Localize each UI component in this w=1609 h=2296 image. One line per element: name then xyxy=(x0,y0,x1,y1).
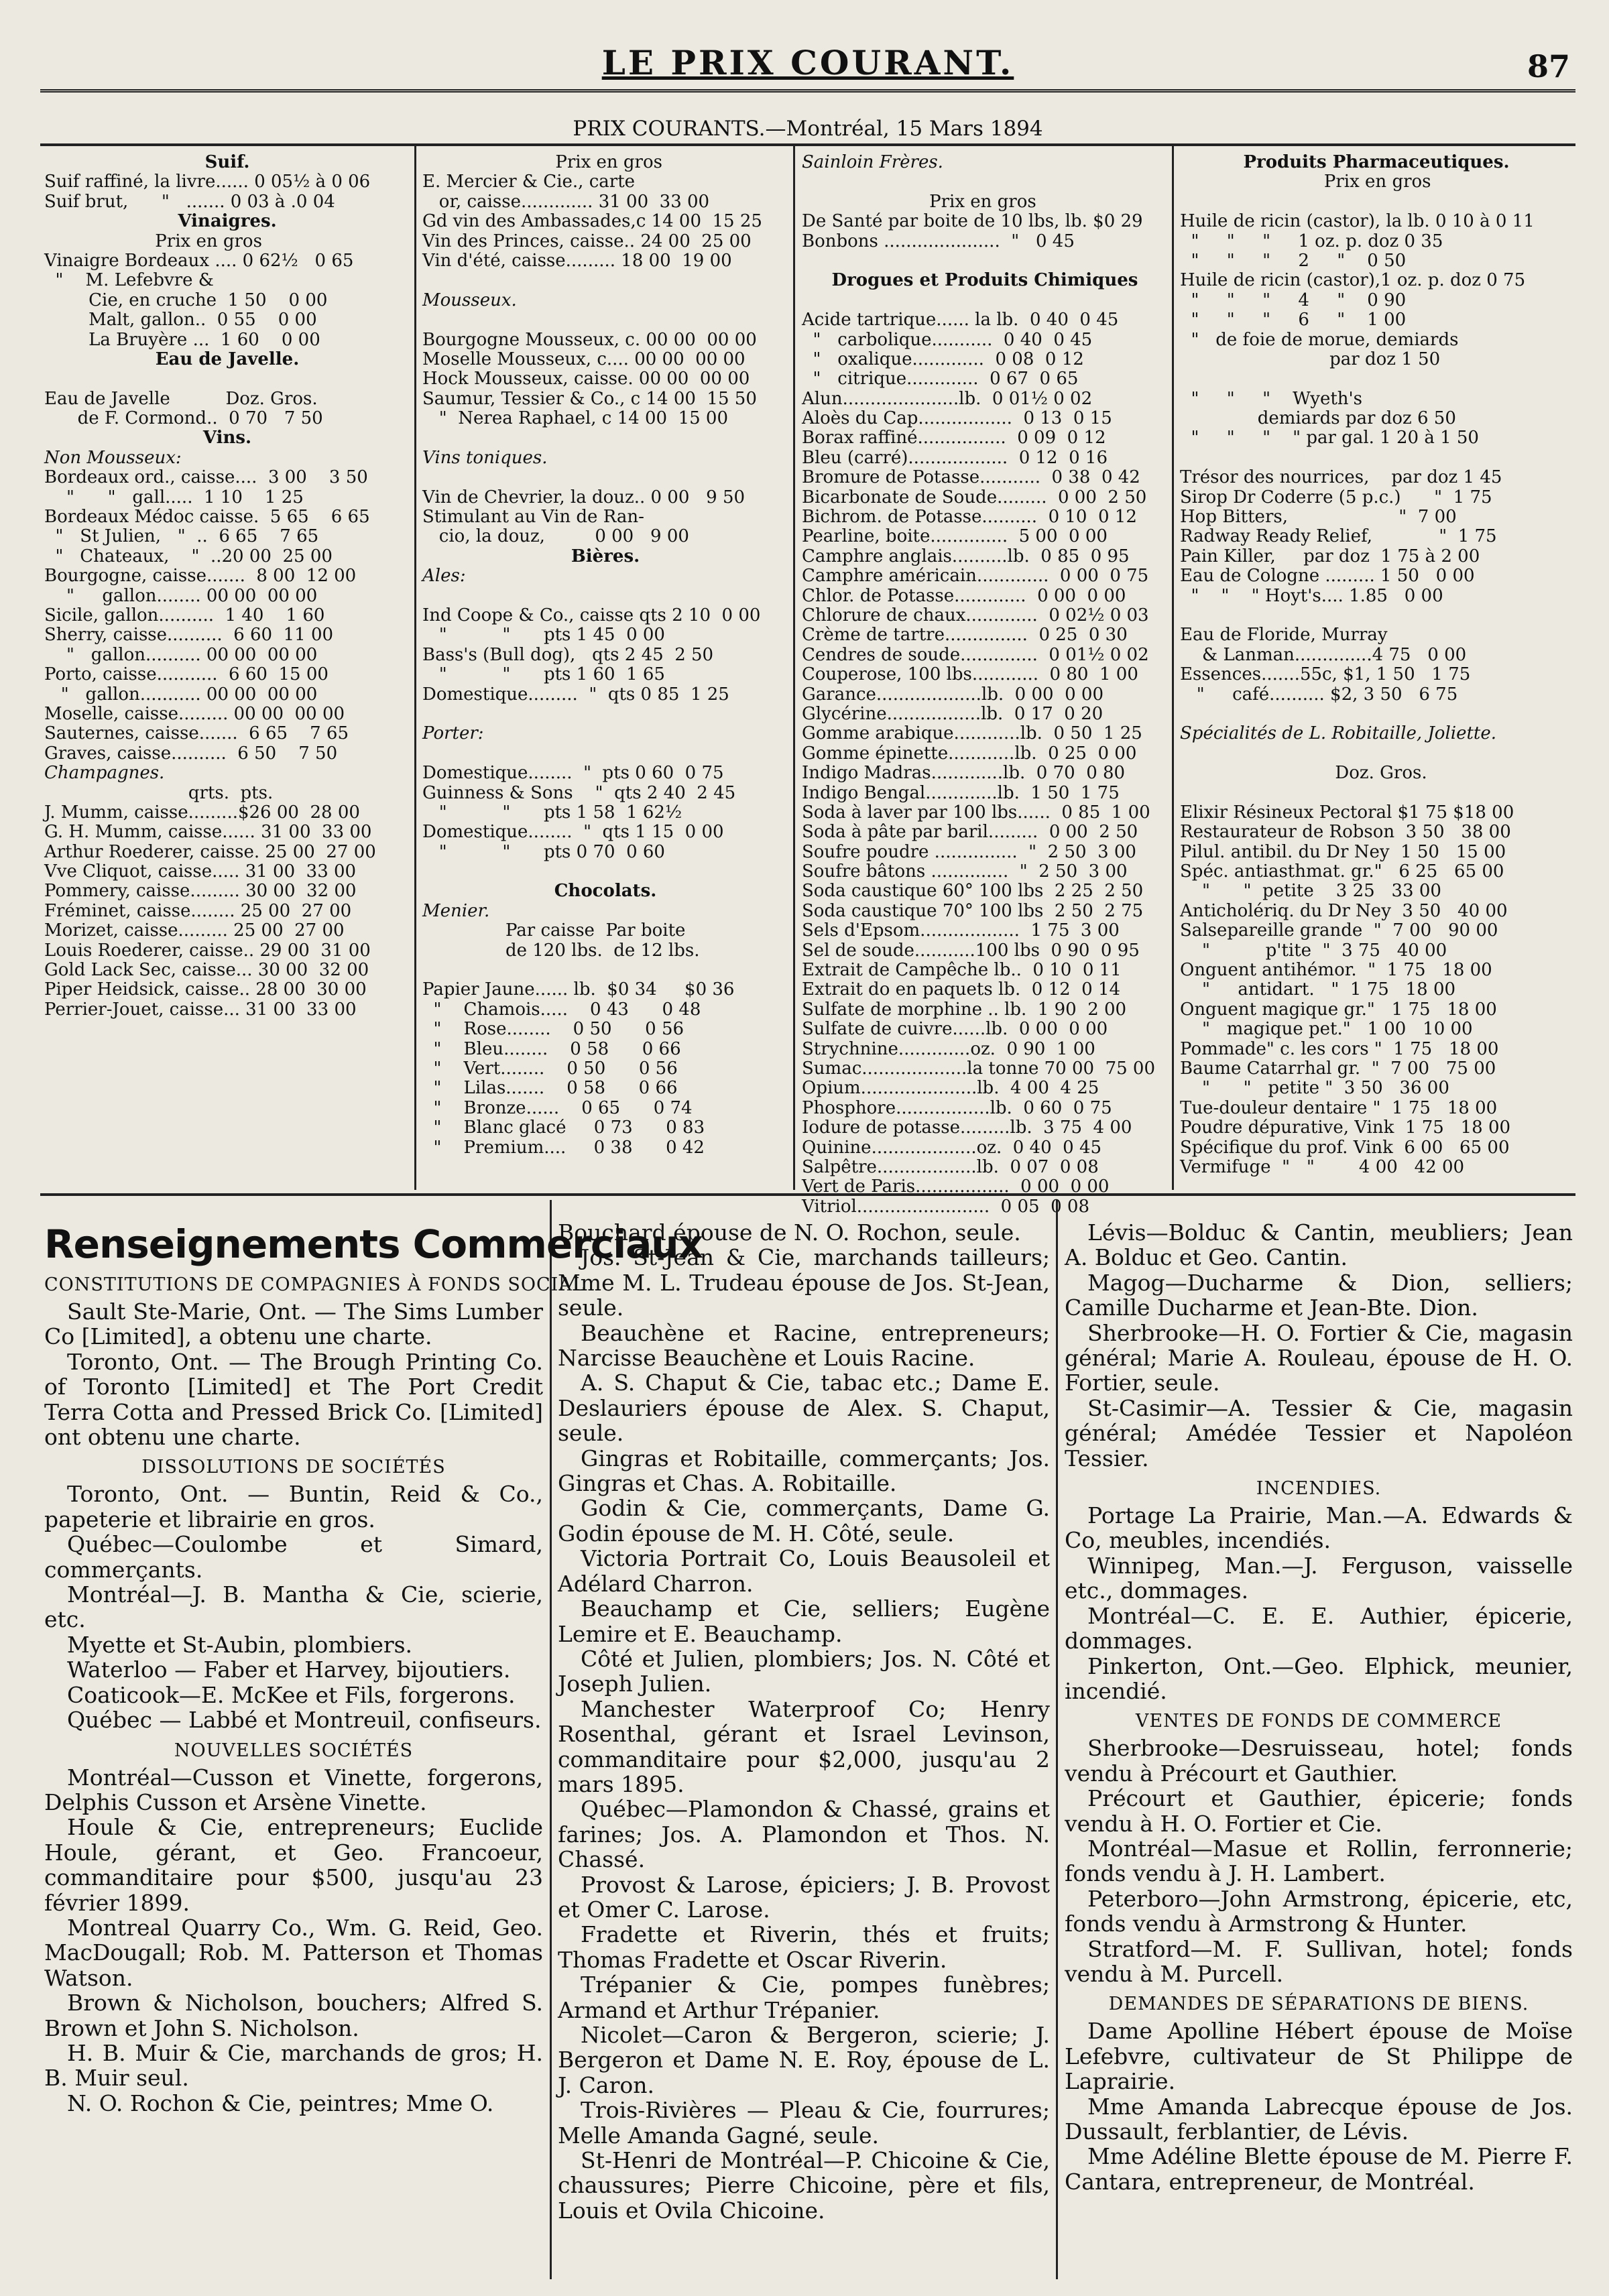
price-line: Gomme arabique............lb. 0 50 1 25 xyxy=(802,723,1142,744)
spacer xyxy=(1180,784,1573,803)
spacer xyxy=(802,172,1168,192)
spacer xyxy=(422,310,788,330)
price-line: Graves, caisse.......... 6 50 7 50 xyxy=(44,743,338,764)
price-line: " " " Wyeth's xyxy=(1180,388,1363,409)
notice-paragraph: H. B. Muir & Cie, marchands de gros; H. B. Muir seul. xyxy=(44,2039,543,2092)
price-line: Perrier-Jouet, caisse... 31 00 33 00 xyxy=(44,999,357,1020)
price-line: " " petite 3 25 33 00 xyxy=(1180,881,1441,902)
price-line: Iodure de potasse.........lb. 3 75 4 00 xyxy=(802,1117,1132,1138)
price-line: " Nerea Raphael, c 14 00 15 00 xyxy=(422,408,729,429)
price-line: Prix en gros xyxy=(1180,172,1431,192)
price-line: " Premium.... 0 38 0 42 xyxy=(422,1137,705,1158)
subcategory-heading: Champagnes. xyxy=(44,763,165,784)
price-line: Crème de tartre............... 0 25 0 30 xyxy=(802,625,1128,646)
price-line: Suif raffiné, la livre...... 0 05½ à 0 06 xyxy=(44,172,371,192)
subsection-heading: DEMANDES DE SÉPARATIONS DE BIENS. xyxy=(1108,1994,1529,2015)
category-heading: Drogues et Produits Chimiques xyxy=(831,270,1138,291)
spacer xyxy=(422,271,788,290)
subcategory-heading: Mousseux. xyxy=(422,290,517,310)
notice-paragraph: Coaticook—E. McKee et Fils, forgerons. xyxy=(67,1681,516,1708)
category-heading: Suif. xyxy=(204,152,250,172)
price-line: Sauternes, caisse....... 6 65 7 65 xyxy=(44,723,349,744)
price-column-3 xyxy=(802,152,1168,1217)
price-line: " " " 2 " 0 50 xyxy=(1180,250,1407,271)
price-line: Aloès du Cap................. 0 13 0 15 xyxy=(802,408,1112,429)
subsection-heading: CONSTITUTIONS DE COMPAGNIES À FONDS SOCIAL xyxy=(44,1274,585,1295)
price-line: qrts. pts. xyxy=(44,782,274,803)
notice-paragraph: Provost & Larose, épiciers; J. B. Provost et Omer C. Larose. xyxy=(558,1871,1050,1923)
price-line: Soda à pâte par baril......... 0 00 2 50 xyxy=(802,822,1138,843)
price-line: Vin des Princes, caisse.. 24 00 25 00 xyxy=(422,231,752,251)
price-line: " carbolique........... 0 40 0 45 xyxy=(802,329,1093,350)
price-line: Spécifique du prof. Vink 6 00 65 00 xyxy=(1180,1137,1510,1158)
page-header xyxy=(40,39,1575,93)
price-line: Louis Roederer, caisse.. 29 00 31 00 xyxy=(44,940,371,961)
subcategory-heading: Porter: xyxy=(422,723,484,744)
notice-paragraph: Stratford—M. F. Sullivan, hotel; fonds vendu à M. Purcell. xyxy=(1065,1935,1573,1987)
notice-paragraph: Pinkerton, Ont.—Geo. Elphick, meunier, incendié. xyxy=(1065,1652,1573,1704)
price-line: Extrait do en paquets lb. 0 12 0 14 xyxy=(802,979,1121,1000)
subsection-heading: NOUVELLES SOCIÉTÉS xyxy=(174,1740,414,1761)
notice-paragraph: N. O. Rochon & Cie, peintres; Mme O. xyxy=(67,2090,494,2116)
price-line: Couperose, 100 lbs............ 0 80 1 00 xyxy=(802,664,1138,685)
price-line: " gallon.......... 00 00 00 00 xyxy=(44,644,318,665)
price-line: Prix en gros xyxy=(802,191,1036,212)
price-line: Sumac...................la tonne 70 00 75 00 xyxy=(802,1058,1156,1079)
price-line: " Bronze...... 0 65 0 74 xyxy=(422,1097,693,1118)
price-line: " Blanc glacé 0 73 0 83 xyxy=(422,1117,705,1138)
notice-paragraph: Montréal—C. E. E. Authier, épicerie, dommages. xyxy=(1065,1602,1573,1654)
category-heading: Vinaigres. xyxy=(178,211,277,232)
price-line: Malt, gallon.. 0 55 0 00 xyxy=(44,310,317,330)
price-line: Huile de ricin (castor),1 oz. p. doz 0 75 xyxy=(1180,270,1526,291)
price-line: " café.......... $2, 3 50 6 75 xyxy=(1180,684,1458,705)
notice-paragraph: Sherbrooke—Desruisseau, hotel; fonds vendu à Précourt et Gauthier. xyxy=(1065,1735,1573,1787)
price-line: Pilul. antibil. du Dr Ney 1 50 15 00 xyxy=(1180,841,1506,862)
price-line: Sirop Dr Coderre (5 p.c.) " 1 75 xyxy=(1180,487,1492,507)
price-line: Soufre bâtons .............. " 2 50 3 00 xyxy=(802,861,1128,882)
notice-paragraph: Fradette et Riverin, thés et fruits; Thomas Fradette et Oscar Riverin. xyxy=(558,1921,1050,1973)
notice-paragraph: St-Henri de Montréal—P. Chicoine & Cie, chaussures; Pierre Chicoine, père et fils, Louis et Ovila Chicoine. xyxy=(558,2147,1050,2224)
notice-paragraph: Toronto, Ont. — The Brough Printing Co. of Toronto [Limited] et The Port Credit Terra Cotta and Pressed Brick Co. [Limited] ont obtenu une charte. xyxy=(44,1348,543,1451)
price-line: cio, la douz, 0 00 9 00 xyxy=(422,526,689,547)
price-line: Pain Killer, par doz 1 75 à 2 00 xyxy=(1180,546,1480,566)
price-line: " " pts 1 58 1 62½ xyxy=(422,802,682,823)
price-line: Phosphore.................lb. 0 60 0 75 xyxy=(802,1097,1112,1118)
notice-paragraph: St-Casimir—A. Tessier & Cie, magasin général; Amédée Tessier et Napoléon Tessier. xyxy=(1065,1394,1573,1471)
price-line: G. H. Mumm, caisse...... 31 00 33 00 xyxy=(44,822,372,843)
price-line: E. Mercier & Cie., carte xyxy=(422,172,636,192)
spacer xyxy=(44,369,410,389)
price-line: " oxalique............. 0 08 0 12 xyxy=(802,349,1084,369)
price-line: " " " " par gal. 1 20 à 1 50 xyxy=(1180,428,1479,448)
price-line: Morizet, caisse......... 25 00 27 00 xyxy=(44,920,345,941)
subcategory-heading: Sainloin Frères. xyxy=(802,152,943,172)
price-line: Bass's (Bull dog), qts 2 45 2 50 xyxy=(422,644,714,665)
section-title: Renseignements Commerciaux xyxy=(44,1221,703,1267)
price-line: " gallon........... 00 00 00 00 xyxy=(44,684,318,705)
price-line: Stimulant au Vin de Ran- xyxy=(422,507,644,528)
spacer xyxy=(422,705,788,724)
notice-paragraph: Trois-Rivières — Pleau & Cie, fourrures; Melle Amanda Gagné, seule. xyxy=(558,2097,1050,2149)
price-line: Essences.......55c, $1, 1 50 1 75 xyxy=(1180,664,1471,685)
price-line: Chlorure de chaux............. 0 02½ 0 03 xyxy=(802,605,1149,625)
price-line: Salpêtre..................lb. 0 07 0 08 xyxy=(802,1156,1099,1177)
price-line: Gd vin des Ambassades,c 14 00 15 25 xyxy=(422,211,762,232)
price-line: Camphre anglais..........lb. 0 85 0 95 xyxy=(802,546,1130,566)
price-line: Bonbons ..................... " 0 45 xyxy=(802,231,1075,251)
price-line: Porto, caisse........... 6 60 15 00 xyxy=(44,664,329,685)
price-line: Sel de soude...........100 lbs 0 90 0 95 xyxy=(802,940,1140,961)
price-line: or, caisse............. 31 00 33 00 xyxy=(422,191,710,212)
price-line: Glycérine.................lb. 0 17 0 20 xyxy=(802,703,1104,724)
price-line: " magique pet." 1 00 10 00 xyxy=(1180,1019,1473,1040)
price-line: Vve Cliquot, caisse..... 31 00 33 00 xyxy=(44,861,357,882)
subcategory-heading: Ales: xyxy=(422,566,466,587)
spacer xyxy=(1180,192,1573,212)
notice-paragraph: Québec — Labbé et Montreuil, confiseurs. xyxy=(67,1707,542,1734)
price-line: Soda caustique 60° 100 lbs 2 25 2 50 xyxy=(802,881,1144,902)
price-line: demiards par doz 6 50 xyxy=(1180,408,1456,429)
price-line: J. Mumm, caisse.........$26 00 28 00 xyxy=(44,802,360,823)
price-line: Ind Coope & Co., caisse qts 2 10 0 00 xyxy=(422,605,761,625)
price-line: " Chateaux, " ..20 00 25 00 xyxy=(44,546,333,566)
price-line: Camphre américain............. 0 00 0 75 xyxy=(802,566,1149,587)
price-line: Radway Ready Relief, " 1 75 xyxy=(1180,526,1497,547)
notice-paragraph: Côté et Julien, plombiers; Jos. N. Côté et Joseph Julien. xyxy=(558,1645,1050,1697)
price-line: Papier Jaune...... lb. $0 34 $0 36 xyxy=(422,979,735,1000)
price-line: Trésor des nourrices, par doz 1 45 xyxy=(1180,467,1502,488)
price-line: " " pts 0 70 0 60 xyxy=(422,841,665,862)
renseignements-column-3 xyxy=(1065,1220,1573,2279)
price-column-2 xyxy=(422,153,788,1187)
price-line: & Lanman..............4 75 0 00 xyxy=(1180,644,1467,665)
price-column-1 xyxy=(44,153,410,1187)
price-line: Arthur Roederer, caisse. 25 00 27 00 xyxy=(44,841,376,862)
price-line: Bordeaux Médoc caisse. 5 65 6 65 xyxy=(44,507,370,528)
price-line: Doz. Gros. xyxy=(1180,763,1427,784)
price-line: Bordeaux ord., caisse.... 3 00 3 50 xyxy=(44,467,368,488)
notice-paragraph: Mme Adéline Blette épouse de M. Pierre F. Cantara, entrepreneur, de Montréal. xyxy=(1065,2143,1573,2195)
column-rule xyxy=(1172,144,1174,1190)
price-line: Sherry, caisse.......... 6 60 11 00 xyxy=(44,625,334,646)
price-line: Chlor. de Potasse............. 0 00 0 00 xyxy=(802,585,1126,606)
price-line: Vin d'été, caisse......... 18 00 19 00 xyxy=(422,250,732,271)
notice-paragraph: Houle & Cie, entrepreneurs; Euclide Houle, gérant, et Geo. Francoeur, commanditaire pour $500, jusqu'au 23 février 1899. xyxy=(44,1814,543,1916)
price-line: Opium.....................lb. 4 00 4 25 xyxy=(802,1078,1099,1099)
subcategory-heading: Menier. xyxy=(422,900,490,921)
spacer xyxy=(422,587,788,606)
notice-paragraph: Bouchard épouse de N. O. Rochon, seule. xyxy=(558,1219,1021,1246)
price-line: " " pts 1 45 0 00 xyxy=(422,625,665,646)
price-line: Vinaigre Bordeaux .... 0 62½ 0 65 xyxy=(44,250,354,271)
price-line: " " " 4 " 0 90 xyxy=(1180,290,1407,310)
column-rule xyxy=(793,144,795,1190)
notice-paragraph: Lévis—Bolduc & Cantin, meubliers; Jean A. Bolduc et Geo. Cantin. xyxy=(1065,1219,1573,1271)
price-line: " gallon........ 00 00 00 00 xyxy=(44,585,318,606)
price-line: Quinine...................oz. 0 40 0 45 xyxy=(802,1137,1102,1158)
notice-paragraph: Mme Amanda Labrecque épouse de Jos. Dussault, ferblantier, de Lévis. xyxy=(1065,2093,1573,2144)
price-line: " Rose........ 0 50 0 56 xyxy=(422,1019,684,1040)
price-line: Vin de Chevrier, la douz.. 0 00 9 50 xyxy=(422,487,746,507)
price-line: Eau de Cologne ......... 1 50 0 00 xyxy=(1180,566,1475,587)
price-line: Poudre dépurative, Vink 1 75 18 00 xyxy=(1180,1117,1511,1138)
price-line: Gomme épinette............lb. 0 25 0 00 xyxy=(802,743,1137,764)
price-line: " p'tite " 3 75 40 00 xyxy=(1180,940,1447,961)
category-heading: Eau de Javelle. xyxy=(155,349,300,369)
notice-paragraph: A. S. Chaput & Cie, tabac etc.; Dame E. Deslauriers épouse de Alex. S. Chaput, seule. xyxy=(558,1370,1050,1447)
price-line: Pommade" c. les cors " 1 75 18 00 xyxy=(1180,1038,1499,1059)
category-heading: Chocolats. xyxy=(554,881,657,902)
price-line: de F. Cormond.. 0 70 7 50 xyxy=(44,408,323,429)
notice-paragraph: Montréal—J. B. Mantha & Cie, scierie, etc. xyxy=(44,1581,543,1633)
notice-paragraph: Québec—Plamondon & Chassé, grains et farines; Jos. A. Plamondon et Thos. N. Chassé. xyxy=(558,1796,1050,1873)
price-line: Domestique........ " qts 1 15 0 00 xyxy=(422,822,724,843)
price-line: Strychnine.............oz. 0 90 1 00 xyxy=(802,1038,1095,1059)
column-rule xyxy=(414,144,416,1190)
spacer xyxy=(1180,369,1573,389)
price-line: Saumur, Tessier & Co., c 14 00 15 50 xyxy=(422,388,757,409)
price-line: Suif brut, " ....... 0 03 à .0 04 xyxy=(44,191,335,212)
price-line: Bleu (carré).................. 0 12 0 16 xyxy=(802,447,1108,468)
subcategory-heading: Spécialités de L. Robitaille, Joliette. xyxy=(1180,723,1497,744)
price-line: Sicile, gallon.......... 1 40 1 60 xyxy=(44,605,325,625)
price-line: Tue-douleur dentaire " 1 75 18 00 xyxy=(1180,1097,1498,1118)
price-list-heading: PRIX COURANTS.—Montréal, 15 Mars 1894 xyxy=(40,113,1575,146)
price-line: Soda caustique 70° 100 lbs 2 50 2 75 xyxy=(802,900,1144,921)
spacer xyxy=(802,291,1168,310)
price-line: " " " Hoyt's.... 1.85 0 00 xyxy=(1180,585,1443,606)
price-line: " Bleu........ 0 58 0 66 xyxy=(422,1038,681,1059)
price-line: Extrait de Campêche lb.. 0 10 0 11 xyxy=(802,960,1122,981)
price-line: Alun.....................lb. 0 01½ 0 02 xyxy=(802,388,1093,409)
price-line: Sulfate de morphine .. lb. 1 90 2 00 xyxy=(802,999,1127,1020)
spacer xyxy=(1180,448,1573,468)
price-line: " " " 1 oz. p. doz 0 35 xyxy=(1180,231,1443,251)
price-line: Onguent antihémor. " 1 75 18 00 xyxy=(1180,960,1492,981)
subsection-heading: VENTES DE FONDS DE COMMERCE xyxy=(1135,1711,1502,1732)
price-line: Prix en gros xyxy=(44,231,262,251)
price-line: Cie, en cruche 1 50 0 00 xyxy=(44,290,328,310)
notice-paragraph: Magog—Ducharme & Dion, selliers; Camille Ducharme et Jean-Bte. Dion. xyxy=(1065,1269,1573,1321)
notice-paragraph: Waterloo — Faber et Harvey, bijoutiers. xyxy=(67,1656,511,1683)
spacer xyxy=(422,961,788,980)
subsection-heading: DISSOLUTIONS DE SOCIÉTÉS xyxy=(141,1457,446,1478)
price-line: " Chamois..... 0 43 0 48 xyxy=(422,999,701,1020)
notice-paragraph: Montreal Quarry Co., Wm. G. Reid, Geo. MacDougall; Rob. M. Patterson et Thomas Watson. xyxy=(44,1914,543,1991)
notice-paragraph: Montréal—Masue et Rollin, ferronnerie; fonds vendu à J. H. Lambert. xyxy=(1065,1835,1573,1887)
price-line: " antidart. " 1 75 18 00 xyxy=(1180,979,1456,1000)
notice-paragraph: Brown & Nicholson, bouchers; Alfred S. Brown et John S. Nicholson. xyxy=(44,1990,543,2041)
subcategory-heading: Non Mousseux: xyxy=(44,447,182,468)
price-line: " " " 6 " 1 00 xyxy=(1180,310,1407,330)
price-line: Indigo Bengal.............lb. 1 50 1 75 xyxy=(802,782,1120,803)
category-heading: Vins. xyxy=(202,428,252,448)
price-line: Vermifuge " " 4 00 42 00 xyxy=(1180,1156,1465,1177)
price-line: Borax raffiné................ 0 09 0 12 xyxy=(802,428,1106,448)
price-line: Spéc. antiasthmat. gr." 6 25 65 00 xyxy=(1180,861,1504,882)
price-line: Piper Heidsick, caisse.. 28 00 30 00 xyxy=(44,979,367,1000)
price-line: Elixir Résineux Pectoral $1 75 $18 00 xyxy=(1180,802,1514,823)
price-line: Bourgogne, caisse....... 8 00 12 00 xyxy=(44,566,357,587)
price-line: Bromure de Potasse........... 0 38 0 42 xyxy=(802,467,1140,488)
notice-paragraph: Portage La Prairie, Man.—A. Edwards & Co, meubles, incendiés. xyxy=(1065,1502,1573,1554)
notice-paragraph: Précourt et Gauthier, épicerie; fonds vendu à H. O. Fortier et Cie. xyxy=(1065,1785,1573,1837)
price-line: Baume Catarrhal gr. " 7 00 75 00 xyxy=(1180,1058,1496,1079)
price-line: Soda à laver par 100 lbs...... 0 85 1 00 xyxy=(802,802,1150,823)
price-line: " Lilas....... 0 58 0 66 xyxy=(422,1078,678,1099)
price-line: " " gall..... 1 10 1 25 xyxy=(44,487,304,507)
notice-paragraph: Godin & Cie, commerçants, Dame G. Godin épouse de M. H. Côté, seule. xyxy=(558,1495,1050,1547)
column-rule xyxy=(1056,1200,1058,2279)
price-line: Pommery, caisse......... 30 00 32 00 xyxy=(44,881,357,902)
price-line: Moselle, caisse......... 00 00 00 00 xyxy=(44,703,345,724)
price-line: " " pts 1 60 1 65 xyxy=(422,664,665,685)
price-line: Prix en gros xyxy=(422,152,662,172)
price-line: Pearline, boite.............. 5 00 0 00 xyxy=(802,526,1108,547)
price-line: De Santé par boite de 10 lbs, lb. $0 29 xyxy=(802,211,1143,232)
spacer xyxy=(422,428,788,448)
price-line: Sulfate de cuivre......lb. 0 00 0 00 xyxy=(802,1019,1108,1040)
price-line: Guinness & Sons " qts 2 40 2 45 xyxy=(422,782,736,803)
price-line: Restaurateur de Robson 3 50 38 00 xyxy=(1180,822,1511,843)
notice-paragraph: Toronto, Ont. — Buntin, Reid & Co., papeterie et librairie en gros. xyxy=(44,1481,543,1532)
notice-paragraph: Dame Apolline Hébert épouse de Moïse Lefebvre, cultivateur de St Philippe de Laprairie. xyxy=(1065,2018,1573,2095)
notice-paragraph: Nicolet—Caron & Bergeron, scierie; J. Bergeron et Dame N. E. Roy, épouse de L. J. Caron. xyxy=(558,2022,1050,2098)
page-number: 87 xyxy=(1527,48,1570,84)
price-line: Cendres de soude.............. 0 01½ 0 02 xyxy=(802,644,1149,665)
spacer xyxy=(422,744,788,764)
subsection-heading: INCENDIES. xyxy=(1256,1478,1382,1500)
price-line: " St Julien, " .. 6 65 7 65 xyxy=(44,526,319,547)
price-line: Indigo Madras.............lb. 0 70 0 80 xyxy=(802,763,1126,784)
notice-paragraph: Beauchamp et Cie, selliers; Eugène Lemire et E. Beauchamp. xyxy=(558,1595,1050,1647)
price-line: de 120 lbs. de 12 lbs. xyxy=(422,940,700,961)
spacer xyxy=(1180,744,1573,764)
notice-paragraph: Peterboro—John Armstrong, épicerie, etc, fonds vendu à Armstrong & Hunter. xyxy=(1065,1885,1573,1937)
column-rule xyxy=(550,1200,552,2279)
spacer xyxy=(422,862,788,882)
price-line: Anticholériq. du Dr Ney 3 50 40 00 xyxy=(1180,900,1508,921)
notice-paragraph: Beauchène et Racine, entrepreneurs; Narcisse Beauchène et Louis Racine. xyxy=(558,1319,1050,1372)
price-line: Soufre poudre ............... " 2 50 3 00 xyxy=(802,841,1136,862)
price-column-4 xyxy=(1180,153,1573,1187)
notice-paragraph: Winnipeg, Man.—J. Ferguson, vaisselle etc., dommages. xyxy=(1065,1552,1573,1604)
notice-paragraph: Victoria Portrait Co, Louis Beausoleil et Adélard Charron. xyxy=(558,1545,1050,1597)
notice-paragraph: Gingras et Robitaille, commerçants; Jos. Gingras et Chas. A. Robitaille. xyxy=(558,1445,1050,1497)
price-line: Gold Lack Sec, caisse... 30 00 32 00 xyxy=(44,960,369,981)
notice-paragraph: Trépanier & Cie, pompes funèbres; Armand et Arthur Trépanier. xyxy=(558,1972,1050,2023)
price-line: Domestique........ " pts 0 60 0 75 xyxy=(422,763,724,784)
notice-paragraph: Sault Ste-Marie, Ont. — The Sims Lumber Co [Limited], a obtenu une charte. xyxy=(44,1298,543,1350)
price-line: Eau de Floride, Murray xyxy=(1180,625,1388,646)
price-line: Bourgogne Mousseux, c. 00 00 00 00 xyxy=(422,329,757,350)
category-heading: Produits Pharmaceutiques. xyxy=(1243,152,1510,172)
spacer xyxy=(1180,705,1573,724)
renseignements-column-2 xyxy=(558,1220,1050,2279)
price-line: Hock Mousseux, caisse. 00 00 00 00 xyxy=(422,369,750,389)
price-line: Moselle Mousseux, c.... 00 00 00 00 xyxy=(422,349,746,369)
price-line: " M. Lefebvre & xyxy=(44,270,214,291)
notice-paragraph: Myette et St-Aubin, plombiers. xyxy=(67,1631,413,1658)
notice-paragraph: Manchester Waterproof Co; Henry Rosenthal, gérant et Israel Levinson, commanditaire pour $2,000, jusqu'au 2 mars 1895. xyxy=(558,1695,1050,1797)
renseignements-column-1 xyxy=(44,1220,703,2279)
price-line: Domestique......... " qts 0 85 1 25 xyxy=(422,684,729,705)
price-line: La Bruyère ... 1 60 0 00 xyxy=(44,329,320,350)
price-line: Hop Bitters, " 7 00 xyxy=(1180,507,1457,528)
notice-paragraph: Québec—Coulombe et Simard, commerçants. xyxy=(44,1531,543,1583)
price-line: Bicarbonate de Soude......... 0 00 2 50 xyxy=(802,487,1147,507)
price-line: Vert de Paris................. 0 00 0 00 xyxy=(802,1176,1110,1197)
price-line: " citrique............. 0 67 0 65 xyxy=(802,369,1079,389)
price-line: Huile de ricin (castor), la lb. 0 10 à 0 11 xyxy=(1180,211,1535,232)
price-line: Bichrom. de Potasse.......... 0 10 0 12 xyxy=(802,507,1137,528)
spacer xyxy=(422,468,788,487)
price-line: Sels d'Epsom.................. 1 75 3 00 xyxy=(802,920,1120,941)
notice-paragraph: Montréal—Cusson et Vinette, forgerons, Delphis Cusson et Arsène Vinette. xyxy=(44,1764,543,1815)
price-line: " Vert........ 0 50 0 56 xyxy=(422,1058,678,1079)
price-line: " " petite " 3 50 36 00 xyxy=(1180,1078,1449,1099)
spacer xyxy=(802,251,1168,271)
category-heading: Bières. xyxy=(571,546,640,566)
price-line: par doz 1 50 xyxy=(1180,349,1441,369)
price-line: Garance...................lb. 0 00 0 00 xyxy=(802,684,1104,705)
notice-paragraph: Sherbrooke—H. O. Fortier & Cie, magasin général; Marie A. Rouleau, épouse de H. O. Fortier, seule. xyxy=(1065,1319,1573,1396)
page-title: LE PRIX COURANT. xyxy=(601,43,1014,82)
price-line: Par caisse Par boite xyxy=(422,920,686,941)
price-line: Onguent magique gr." 1 75 18 00 xyxy=(1180,999,1497,1020)
price-line: " de foie de morue, demiards xyxy=(1180,329,1459,350)
price-line: Acide tartrique...... la lb. 0 40 0 45 xyxy=(802,310,1119,330)
subcategory-heading: Vins toniques. xyxy=(422,447,548,468)
section-rule xyxy=(40,1193,1575,1196)
spacer xyxy=(1180,606,1573,625)
price-line: Fréminet, caisse........ 25 00 27 00 xyxy=(44,900,352,921)
price-line: Vitriol........................ 0 05 0 08 xyxy=(802,1196,1089,1217)
notice-paragraph: Jos. St-Jean & Cie, marchands tailleurs; Mme M. L. Trudeau épouse de Jos. St-Jean, seule. xyxy=(558,1244,1050,1321)
price-line: Salsepareille grande " 7 00 90 00 xyxy=(1180,920,1498,941)
price-line: Eau de Javelle Doz. Gros. xyxy=(44,388,318,409)
